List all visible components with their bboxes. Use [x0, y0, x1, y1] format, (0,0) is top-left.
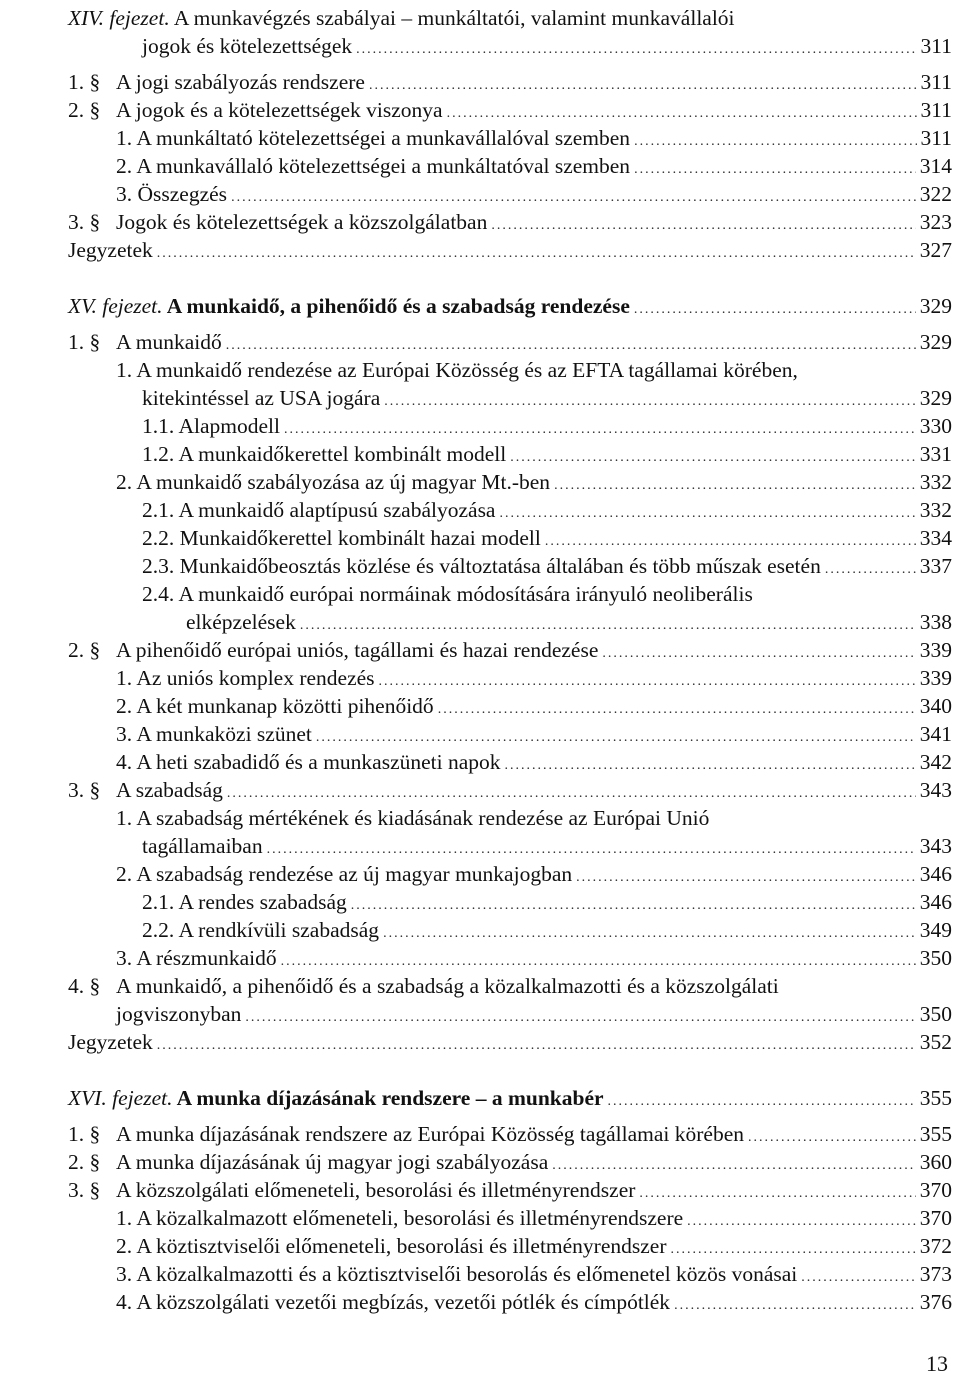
- toc-entry: [68, 524, 952, 552]
- section-mark: 1. §: [68, 330, 101, 354]
- toc-entry: [68, 124, 952, 152]
- entry-text-wrap: [116, 124, 630, 152]
- entry-text-wrap: [142, 888, 347, 916]
- entry-text-wrap: [68, 96, 443, 124]
- entry-text-wrap: [142, 916, 379, 944]
- page-ref: 349: [919, 918, 952, 942]
- dot-leader: [608, 1088, 916, 1116]
- toc-entry-continued: [68, 608, 952, 636]
- toc-entry: [68, 1232, 952, 1260]
- entry-text-wrap: [68, 208, 487, 236]
- page-ref: 327: [919, 238, 952, 262]
- entry-text-wrap: [116, 1288, 670, 1316]
- toc-entry: [68, 236, 952, 264]
- toc-entry: [68, 96, 952, 124]
- toc-entry: [68, 636, 952, 664]
- page-ref: 322: [919, 182, 952, 206]
- page-ref: 338: [919, 610, 952, 634]
- entry-text-line2: elképzelések: [186, 610, 296, 634]
- entry-text: 2.2. A rendkívüli szabadság: [142, 918, 380, 942]
- entry-text: A munka díjazásának új magyar jogi szabályozása: [116, 1150, 549, 1174]
- entry-text: 2. A köztisztviselői előmeneteli, besorolási és illetményrendszer: [116, 1234, 667, 1258]
- chapter-title: A munka díjazásának rendszere – a munkabér: [172, 1086, 604, 1110]
- page-ref: 314: [919, 154, 952, 178]
- entry-text: A jogi szabályozás rendszere: [116, 70, 365, 94]
- entry-text-wrap: [68, 636, 598, 664]
- entry-text-wrap: [116, 720, 312, 748]
- table-of-contents: [68, 4, 952, 1316]
- entry-text: 2.2. Munkaidőkerettel kombinált hazai modell: [142, 526, 541, 550]
- dot-leader: [510, 444, 915, 472]
- page-number: 13: [926, 1351, 948, 1376]
- chapter-number: XIV. fejezet.: [68, 6, 170, 30]
- page-ref: 339: [919, 666, 952, 690]
- entry-text: Jegyzetek: [68, 238, 153, 262]
- page-ref: 329: [919, 330, 952, 354]
- section-mark: 2. §: [68, 98, 101, 122]
- chapter-heading-text: [68, 1084, 604, 1112]
- dot-leader: [634, 156, 916, 184]
- entry-text: 1. A munkaidő rendezése az Európai Közösség és az EFTA tagállamai körében,: [116, 358, 798, 382]
- entry-text: 2. A két munkanap közötti pihenőidő: [116, 694, 434, 718]
- page-ref: 370: [919, 1178, 952, 1202]
- toc-entry: [68, 1204, 952, 1232]
- page-ref: 372: [919, 1234, 952, 1258]
- entry-text: A jogok és a kötelezettségek viszonya: [116, 98, 443, 122]
- page-ref: 342: [919, 750, 952, 774]
- entry-text-wrap: [68, 1176, 635, 1204]
- dot-leader: [801, 1264, 916, 1292]
- entry-text: 2. A munkaidő szabályozása az új magyar Mt.-ben: [116, 470, 551, 494]
- entry-text: 2. A szabadság rendezése az új magyar munkajogban: [116, 862, 573, 886]
- spacer: [68, 1056, 952, 1084]
- section-mark: 2. §: [68, 1150, 101, 1174]
- entry-text-wrap: [68, 1028, 153, 1056]
- page-ref: 337: [919, 554, 952, 578]
- chapter-heading: [68, 1084, 952, 1112]
- chapter-heading: [68, 292, 952, 320]
- entry-text-wrap: [116, 748, 501, 776]
- toc-entry: [68, 68, 952, 96]
- chapter-title-line2: jogok és kötelezettségek: [142, 34, 353, 58]
- entry-text-wrap: [116, 1204, 683, 1232]
- page-ref: 343: [919, 778, 952, 802]
- toc-entry: [68, 208, 952, 236]
- section-mark: 1. §: [68, 70, 101, 94]
- page-ref: 370: [919, 1206, 952, 1230]
- entry-text: A szabadság: [116, 778, 223, 802]
- page-ref: 329: [919, 386, 952, 410]
- page-ref: 340: [919, 694, 952, 718]
- toc-entry: [68, 1288, 952, 1316]
- entry-text-wrap: [116, 1232, 667, 1260]
- entry-text-wrap: [116, 860, 572, 888]
- section-mark: 3. §: [68, 1178, 101, 1202]
- toc-entry: [68, 1260, 952, 1288]
- dot-leader: [687, 1208, 916, 1236]
- toc-entry: [68, 692, 952, 720]
- toc-entry: [68, 776, 952, 804]
- toc-entry: [68, 748, 952, 776]
- page-ref: 332: [919, 470, 952, 494]
- chapter-title: A munkaidő, a pihenőidő és a szabadság rendezése: [162, 294, 630, 318]
- entry-text-wrap: [142, 412, 280, 440]
- dot-leader: [499, 500, 915, 528]
- entry-text-wrap: [68, 1148, 548, 1176]
- entry-text: Jegyzetek: [68, 1030, 153, 1054]
- entry-text: A munkaidő, a pihenőidő és a szabadság a közalkalmazotti és a közszolgálati: [116, 974, 779, 998]
- entry-text: 1. A munkáltató kötelezettségei a munkavállalóval szemben: [116, 126, 631, 150]
- entry-text-wrap: [68, 776, 223, 804]
- chapter-heading: [68, 4, 952, 32]
- toc-entry: [68, 972, 952, 1000]
- toc-entry: [68, 944, 952, 972]
- entry-text-wrap: [116, 1260, 797, 1288]
- toc-entry: [68, 580, 952, 608]
- toc-entry: [68, 1120, 952, 1148]
- toc-entry: [68, 1028, 952, 1056]
- page-ref: 350: [919, 1002, 952, 1026]
- entry-text: 2. A munkavállaló kötelezettségei a munkáltatóval szemben: [116, 154, 631, 178]
- entry-text: 2.1. A munkaidő alaptípusú szabályozása: [142, 498, 496, 522]
- entry-text-wrap: [116, 692, 434, 720]
- dot-leader: [369, 72, 917, 100]
- entry-text-wrap: [68, 328, 222, 356]
- toc-entry: [68, 804, 952, 832]
- dot-leader: [825, 556, 916, 584]
- entry-text: Jogok és kötelezettségek a közszolgálatban: [116, 210, 488, 234]
- page-ref: 323: [919, 210, 952, 234]
- section-mark: 1. §: [68, 1122, 101, 1146]
- page-ref: 311: [920, 34, 952, 58]
- page-ref: 360: [919, 1150, 952, 1174]
- dot-leader: [634, 128, 916, 156]
- page-ref: 350: [919, 946, 952, 970]
- toc-entry-continued: [68, 1000, 952, 1028]
- section-mark: 3. §: [68, 778, 101, 802]
- entry-text: 3. A közalkalmazotti és a köztisztviselői besorolás és előmenetel közös vonásai: [116, 1262, 798, 1286]
- dot-leader: [384, 388, 916, 416]
- dot-leader: [157, 240, 916, 268]
- chapter-number: XVI. fejezet.: [68, 1086, 173, 1110]
- page-ref: 373: [919, 1262, 952, 1286]
- entry-text: 2.4. A munkaidő európai normáinak módosítására irányuló neoliberális: [142, 582, 753, 606]
- chapter-number: XV. fejezet.: [68, 294, 163, 318]
- dot-leader: [674, 1292, 916, 1320]
- page-ref: 346: [919, 862, 952, 886]
- toc-entry-continued: [68, 832, 952, 860]
- page-ref: 343: [919, 834, 952, 858]
- chapter-title: A munkavégzés szabályai – munkáltatói, valamint munkavállalói: [169, 6, 735, 30]
- entry-text: 2.1. A rendes szabadság: [142, 890, 347, 914]
- entry-text: 3. A részmunkaidő: [116, 946, 277, 970]
- page-ref: 355: [919, 1122, 952, 1146]
- toc-entry: [68, 664, 952, 692]
- page-ref: 311: [920, 126, 952, 150]
- entry-text: A munkaidő: [116, 330, 222, 354]
- dot-leader: [748, 1124, 916, 1152]
- dot-leader: [379, 668, 916, 696]
- section-mark: 2. §: [68, 638, 101, 662]
- entry-text-wrap: [68, 68, 365, 96]
- entry-text-wrap: [116, 664, 375, 692]
- entry-text-wrap: [116, 180, 227, 208]
- page-ref: 346: [919, 890, 952, 914]
- entry-text-wrap: [142, 440, 506, 468]
- page-ref: 334: [919, 526, 952, 550]
- page-ref: 355: [919, 1086, 952, 1110]
- toc-entry: [68, 468, 952, 496]
- toc-entry: [68, 552, 952, 580]
- entry-text: 3. Összegzés: [116, 182, 228, 206]
- entry-text: 3. A munkaközi szünet: [116, 722, 312, 746]
- entry-text: 4. A közszolgálati vezetői megbízás, vezetői pótlék és címpótlék: [116, 1290, 671, 1314]
- dot-leader: [634, 296, 916, 324]
- entry-text: 2.3. Munkaidőbeosztás közlése és változtatása általában és több műszak esetén: [142, 554, 821, 578]
- toc-entry: [68, 180, 952, 208]
- dot-leader: [602, 640, 915, 668]
- page-ref: 311: [920, 98, 952, 122]
- entry-text: 1. A közalkalmazott előmeneteli, besorolási és illetményrendszere: [116, 1206, 684, 1230]
- section-mark: 3. §: [68, 210, 101, 234]
- page-ref: 331: [919, 442, 952, 466]
- chapter-heading-continued: [68, 32, 952, 60]
- page-ref: 352: [919, 1030, 952, 1054]
- toc-entry: [68, 496, 952, 524]
- spacer: [68, 264, 952, 292]
- toc-entry: [68, 152, 952, 180]
- chapter-heading-text: [68, 292, 630, 320]
- toc-entry: [68, 1148, 952, 1176]
- entry-text-line2: tagállamaiban: [142, 834, 263, 858]
- entry-text-line2: jogviszonyban: [116, 1002, 242, 1026]
- page-ref: 329: [919, 294, 952, 318]
- toc-entry: [68, 1176, 952, 1204]
- dot-leader: [383, 920, 916, 948]
- entry-text-wrap: [116, 944, 277, 972]
- dot-leader: [356, 36, 916, 64]
- dot-leader: [576, 864, 916, 892]
- entry-text: 1.1. Alapmodell: [142, 414, 280, 438]
- toc-entry: [68, 888, 952, 916]
- dot-leader: [438, 696, 916, 724]
- toc-entry: [68, 860, 952, 888]
- toc-entry: [68, 356, 952, 384]
- entry-text-wrap: [142, 524, 541, 552]
- toc-entry-continued: [68, 384, 952, 412]
- toc-entry: [68, 412, 952, 440]
- page-ref: 311: [920, 70, 952, 94]
- entry-text-wrap: [68, 236, 153, 264]
- page-ref: 332: [919, 498, 952, 522]
- page-ref: 339: [919, 638, 952, 662]
- page-ref: 341: [919, 722, 952, 746]
- dot-leader: [554, 472, 916, 500]
- dot-leader: [245, 1004, 915, 1032]
- entry-text: 1. A szabadság mértékének és kiadásának rendezése az Európai Unió: [116, 806, 710, 830]
- dot-leader: [491, 212, 915, 240]
- entry-text-wrap: [116, 468, 550, 496]
- entry-text: 1. Az uniós komplex rendezés: [116, 666, 375, 690]
- toc-entry: [68, 328, 952, 356]
- page-ref: 330: [919, 414, 952, 438]
- entry-text: A közszolgálati előmeneteli, besorolási és illetményrendszer: [116, 1178, 636, 1202]
- page-ref: 376: [919, 1290, 952, 1314]
- entry-text-wrap: [142, 552, 821, 580]
- toc-entry: [68, 440, 952, 468]
- toc-entry: [68, 720, 952, 748]
- entry-text-wrap: [116, 152, 630, 180]
- entry-text-wrap: [142, 496, 495, 524]
- entry-text-line2: kitekintéssel az USA jogára: [142, 386, 381, 410]
- entry-text: 1.2. A munkaidőkerettel kombinált modell: [142, 442, 507, 466]
- dot-leader: [351, 892, 916, 920]
- toc-entry: [68, 916, 952, 944]
- entry-text: 4. A heti szabadidő és a munkaszüneti napok: [116, 750, 501, 774]
- section-mark: 4. §: [68, 974, 101, 998]
- dot-leader: [157, 1032, 916, 1060]
- dot-leader: [505, 752, 916, 780]
- entry-text-wrap: [68, 1120, 744, 1148]
- entry-text: A munka díjazásának rendszere az Európai Közösség tagállamai körében: [116, 1122, 745, 1146]
- entry-text: A pihenőidő európai uniós, tagállami és hazai rendezése: [116, 638, 599, 662]
